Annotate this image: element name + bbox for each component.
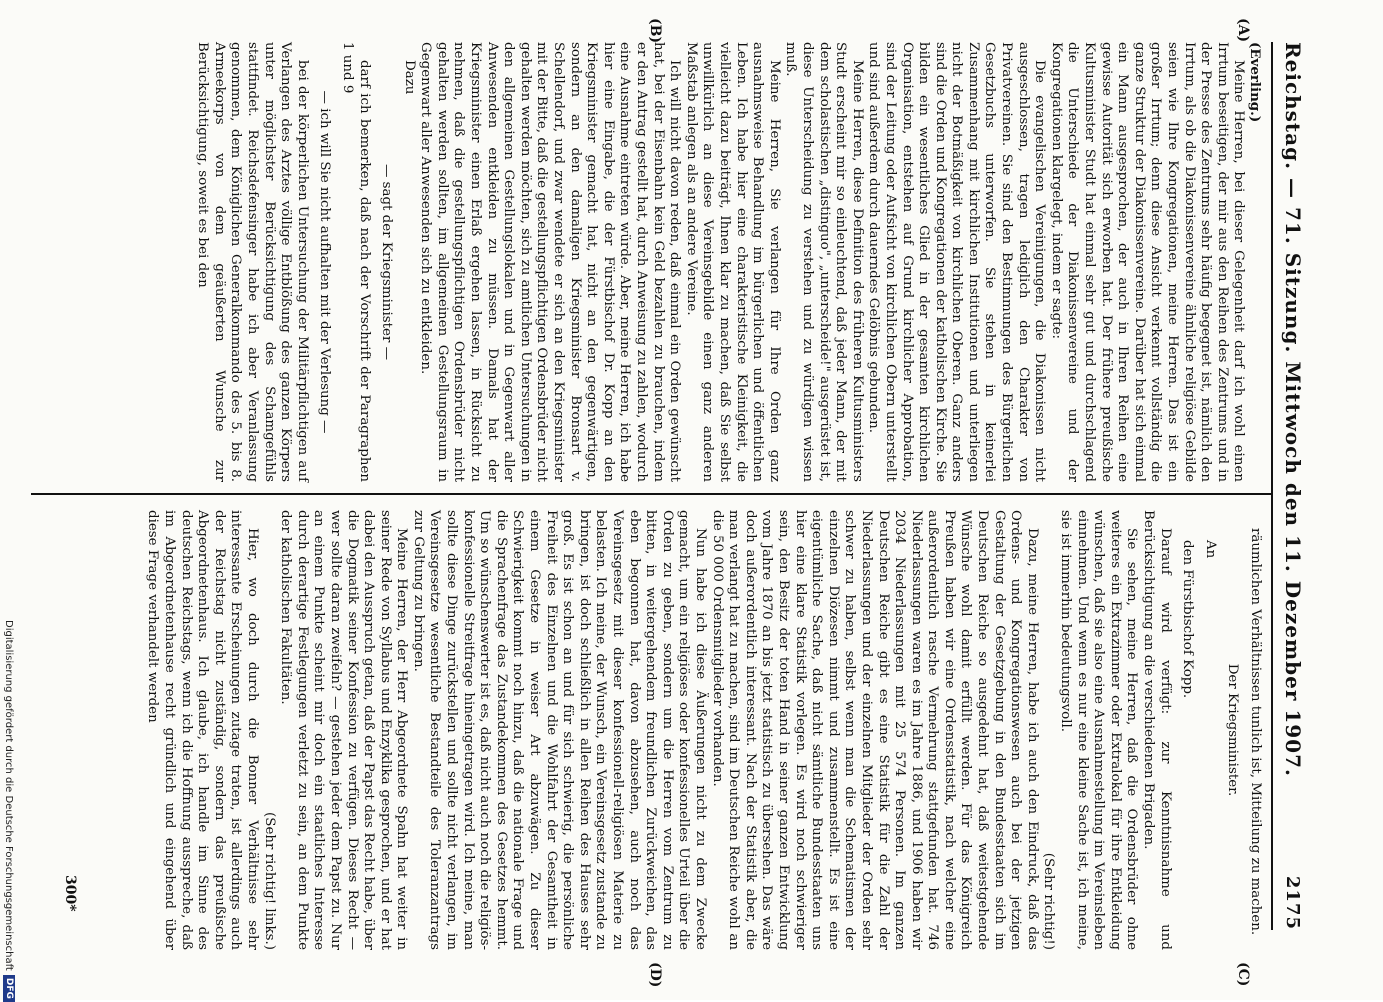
- interjection: (Sehr richtig! links.): [261, 812, 277, 950]
- paragraph: Ich will nicht davon reden, daß einmal ein Orden gewünscht hat, bei der Eisenbahn kein Geld bezahlen zu brauchen, indem er den Antrag gestellt hat, durch Anweisung zu zahlen, wodurch eine Ausnahme eintreten würde. Aber, meine Herren, ich habe hier eine Eingabe, die der Fürstbischof Dr. Kopp an den Kriegsminister gemacht hat, nicht an den gegenwärtigen, sondern an den damaligen Kriegsminister Bronsart v. Schellendorf, und zwar wendete er sich an den Kriegsminister mit der Bitte, daß die gestellungspflichtigen Ordensbrüder nicht gehalten werden möchten, sich zu amtlichen Untersuchungen in den allgemeinen Gestellungslokalen und in Gegenwart aller Anwesenden entkleiden zu müssen. Damals hat der Kriegsminister einen Erlaß ergehen lassen, in Rücksicht zu nehmen, daß die gestellungspflichtigen Ordensbrüder nicht gehalten werden sollten, im allgemeinen Gestellungsraum in Gegenwart aller Anwesenden sich zu entkleiden.: [418, 42, 683, 482]
- paragraph: Nun habe ich diese Äußerungen nicht zu dem Zwecke gemacht, um ein religiöses oder konfessionelles Urteil über die Orden zu geben, sondern um die Herren vom Zentrum zu bitten, in weitergehendem freundlichen Zurückweichen, das eben begonnen hat, davon abzusehen, auch noch das Vereinsgesetz mit dieser konfessionell-religiösen Materie zu belasten. Ich meine, der Wunsch, ein Vereinsgesetz zustande zu bringen, ist doch schließlich in allen Reihen des Hauses sehr groß. Es ist schon an und für sich schwierig, die persönliche Freiheit des Einzelnen und die Wohlfahrt der Gesamtheit in einem Gesetze in weiser Art abzuwägen. Zu dieser Schwierigkeit kommt noch hinzu, daß die nationale Frage und die Sprachenfrage das Zustandekommen des Gesetzes hemmt. Um so wünschenswerter ist es, daß nicht auch noch die religiös-konfessionelle Streitfrage hineingetragen wird. Ich meine, man sollte diese Dinge zurückstellen und sollte nicht verlangen, im Vereinsgesetze wesentliche Bestandteile des Toleranzantrags zur Geltung zu bringen.: [410, 510, 708, 950]
- paragraph: Hier, wo doch durch die Bonner Verhältnisse sehr interessante Erscheinungen zutage traten, ist allerdings auch der Reichstag nicht zuständig, sondern das preußische Abgeordnetenhaus. Ich glaube, ich handle im Sinne des deutschen Reichstags, wenn ich die Hoffnung ausspreche, daß im Abgeordnetenhause recht gründlich und eingehend über diese Frage verhandelt werden: [145, 510, 260, 950]
- header-title: Reichstag. — 71. Sitzung. Mittwoch den 11. Dezember 1907.: [1281, 42, 1305, 777]
- address-line: An: [1202, 540, 1218, 559]
- margin-marker-d: (D): [647, 962, 663, 988]
- header-rule: [1271, 42, 1273, 930]
- digitization-credit: [0, 620, 18, 1000]
- column-divider: [31, 493, 1271, 495]
- interjection: (Sehr richtig!): [1041, 852, 1057, 950]
- paragraph: Dazu: [401, 60, 417, 95]
- margin-marker-c: (C): [1235, 962, 1251, 987]
- paragraph: darf ich bemerken, daß nach der Vorschrift der Paragraphen 1 und 9: [339, 42, 372, 482]
- paragraph: bei der körperlichen Untersuchung der Militärpflichtigen auf Verlangen des Arztes völlige Entblößung des ganzen Körpers unter möglichster Berücksichtigung des Schamgefühls stattfindet. Reichsdefensinger habe ich aber Veranlassung genommen, dem Königlichen Generalkommando des 5. bis 8. Armeekorps von dem geäußerten Wunsche zur Berücksichtigung, soweit es bei den: [195, 42, 310, 482]
- paragraph: Sie sehen, meine Herren, daß die Ordensbrüder ohne weiteres ein Extrazimmer oder Extralokal für ihre Entkleidung wünschen, daß sie also eine Ausnahmestellung im Vereinsleben einnehmen. Und wenn es nur eine kleine Sache ist, ich meine, sie ist immerhin bedeutungsvoll.: [1058, 510, 1140, 950]
- paragraph: Meine Herren, Sie verlangen für Ihre Orden ganz ausnahmsweise Behandlung im bürgerlichen und öffentlichen Leben. Ich habe hier eine charakteristische Kleinigkeit, die vielleicht dazu beiträgt, Ihnen klar zu machen, daß Sie selbst unwillkürlich an diese Vereinsgebilde einen ganz anderen Maßstab anlegen als an andere Vereine.: [683, 42, 782, 482]
- paragraph: Meine Herren, der Herr Abgeordnete Spahn hat weiter in seiner Rede von Syllabus und Enzyklika gesprochen, und er hat dabei den Ausspruch getan, daß der Papst das Recht habe, über die Dogmatik seiner Konfession zu verfügen. Dieses Recht — wer sollte daran zweifeln? — gestehen jeder dem Papst zu. Nur an einem Punkte scheint mir doch ein staatliches Interesse durch derartige Festlegungen verletzt zu sein, an dem Punkte der katholischen Fakultäten.: [278, 510, 410, 950]
- right-column: [144, 510, 1263, 950]
- interjection: — sagt der Kriegsminister —: [379, 163, 395, 361]
- quote-paragraph: Die evangelischen Vereinigungen, die Diakonissen nicht ausgeschlossen, tragen lediglich den Charakter von Privatvereinen. Sie sind den Bestimmungen des Bürgerlichen Gesetzbuchs unterworfen. Sie stehen in keinerlei Zusammenhang mit kirchlichen Institutionen und unterliegen nicht der Botmäßigkeit von kirchlichen Oberen. Ganz anders sind die Orden und Kongregationen der katholischen Kirche. Sie bilden ein wesentliches Glied in der gesamten kirchlichen Organisation, entstehen auf Grund kirchlicher Approbation, sind der Leitung oder Aufsicht von kirchlichen Obern unterstellt und sind außerdem durch dauerndes Gelöbnis gebunden.: [866, 42, 1048, 482]
- speaker-name: (Everling.): [1247, 42, 1263, 123]
- letter-signature: Der Kriegsminister.: [1225, 663, 1241, 797]
- paragraph: Meine Herren, diese Definition des früheren Kultusministers Studt erscheint mir so einleuchtend, daß jeder Mann, der mit dem scholastischen „distinguo", „unterscheide!" ausgerüstet ist, diese Unterscheidung zu verstehen und zu würdigen wissen muß.: [783, 42, 865, 482]
- page-number: 2175: [1282, 875, 1304, 930]
- page-header: [1278, 42, 1308, 930]
- paragraph: Dazu, meine Herren, habe ich auch den Eindruck, daß das Ordens- und Kongregationswesen auch bei der jetzigen Gestaltung der Gesetzgebung in den Bundesstaaten sich im Deutschen Reiche so ausgedehnt hat, daß weitestgehende Wünsche wohl damit erfüllt werden. Für das Königreich Preußen haben wir eine Ordensstatistik, nach welcher eine außerordentlich rasche Vermehrung stattgefunden hat. 746 Niederlassungen waren es im Jahre 1886, und 1906 haben wir 2034 Niederlassungen mit 25 574 Personen. Im ganzen Deutschen Reiche gibt es eine Statistik für die Zahl der Niederlassungen und der einzelnen Mitglieder der Orden sehr schwer zu haben, selbst wenn man die Schematismen der einzelnen Diözesen nimmt und zusammenstellt. Es ist eine eigentümliche Sache, daß nicht sämtliche Bundesstaaten uns hier eine klare Statistik vorlegen. Es wird noch schwieriger sein, den Besitz der toten Hand in seiner ganzen Entwicklung vom Jahre 1870 an bis jetzt statistisch zu übersehen. Das wäre doch außerordentlich interessant. Nach der Statistik aber, die man verlangt hat zu machen, sind im Deutschen Reiche wohl an die 50 000 Ordensmitglieder vorhanden.: [709, 510, 1040, 950]
- address-line: den Fürstbischof Kopp.: [1180, 540, 1196, 699]
- left-column: [194, 42, 1263, 482]
- paragraph: Darauf wird verfügt: zur Kenntnisnahme und Berücksichtigung an die verschiedenen Brigaden.: [1141, 510, 1173, 950]
- paragraph: Meine Herren, bei dieser Gelegenheit darf ich wohl einen Irrtum beseitigen, der mir aus den Reihen des Zentrums und in der Presse des Zentrums sehr häufig begegnet ist, nämlich den Irrtum, als ob die Diakonissenvereine ähnliche religiöse Gebilde seien wie Ihre Kongregationen, meine Herren. Das ist ein großer Irrtum; denn diese Ansicht verkennt vollständig die ganze Struktur der Diakonissenvereine. Darüber hat sich einmal ein Mann ausgesprochen, der auch in Ihren Reihen eine gewisse Autorität sich erworben hat. Der frühere preußische Kultusminister Studt hat einmal sehr gut und durchschlagend die Unterschiede der Diakonissenvereine und der Kongregationen klargelegt, indem er sagte:: [1048, 42, 1247, 482]
- interjection: — ich will Sie nicht aufhalten mit der Verlesung —: [317, 90, 333, 434]
- credit-text: Digitalisierung gefördert durch die Deutsche Forschungsgemeinschaft: [3, 620, 15, 971]
- paragraph: räumlichen Verhältnissen tunlich ist, Mitteilung zu machen.: [1248, 528, 1263, 936]
- sheet-signature: 300*: [62, 875, 78, 912]
- dfg-logo-icon: DFG: [3, 975, 15, 1002]
- margin-marker-b: (B): [647, 18, 663, 44]
- margin-marker-a: (A): [1235, 18, 1251, 43]
